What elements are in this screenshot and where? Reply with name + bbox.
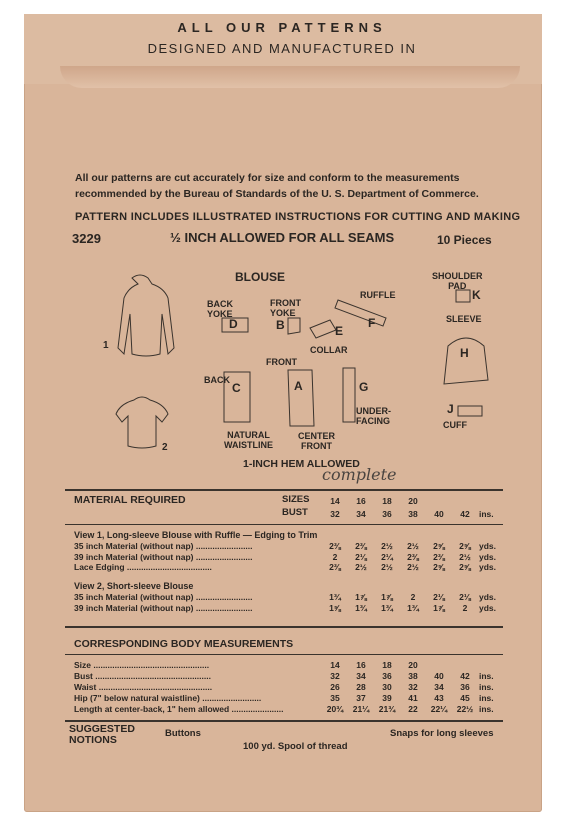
unit-cell: yds. [479, 602, 497, 613]
value-cell: 22½ [456, 704, 474, 714]
value-cell: 1¾ [407, 602, 419, 613]
value-cell: 26 [330, 682, 340, 692]
hem-note: 1-INCH HEM ALLOWED [243, 458, 360, 470]
value-cell: 20 [408, 660, 418, 670]
value-cell: 2 [332, 551, 338, 562]
diagram-title: BLOUSE [235, 270, 286, 284]
value-cell: 2½ [407, 541, 419, 551]
view2-title-text: View 2, Short-sleeve Blouse [74, 581, 194, 591]
header-line-2: DESIGNED AND MANUFACTURED IN [147, 41, 417, 56]
row-label: 35 inch Material (without nap) ........................ [74, 592, 253, 602]
value-cell: 2⅝ [459, 541, 471, 551]
body-heading: CORRESPONDING BODY MEASUREMENTS [74, 638, 294, 650]
shoulder-pad-label: SHOULDER PAD [432, 271, 483, 291]
value-cell: 42 [460, 509, 470, 519]
value-cell: 18 [382, 496, 392, 506]
row-label: Bust ................................................. [74, 671, 211, 681]
value-cell: 32 [330, 671, 340, 681]
value-cell: 2½ [407, 562, 419, 572]
value-cell: 2½ [355, 562, 367, 572]
value-cell: 37 [356, 693, 366, 703]
notions-snaps: Snaps for long sleeves [390, 728, 494, 739]
value-cell: 1¾ [381, 602, 393, 613]
value-cell: 43 [434, 693, 444, 703]
ruffle-piece [335, 300, 386, 330]
row-label: Hip (7" below natural waistline) ......................... [74, 693, 262, 703]
view1-label: 1 [103, 340, 109, 351]
cuff-piece [458, 406, 482, 416]
seam-allowance: ½ INCH ALLOWED FOR ALL SEAMS [170, 230, 395, 245]
row-label: Length at center-back, 1" hem allowed ...................... [74, 704, 284, 714]
pieces-count: 10 Pieces [437, 233, 492, 247]
view1-title-text: View 1, Long-sleeve Blouse with Ruffle — Edging to Trim [74, 530, 318, 540]
center-front-label: CENTER FRONT [298, 431, 336, 451]
unit-cell: ins. [479, 693, 494, 703]
value-cell: 36 [460, 682, 470, 692]
value-cell: 34 [434, 682, 444, 692]
rule-notions-top [65, 720, 503, 722]
unit-cell: yds. [479, 541, 497, 551]
row-label: 39 inch Material (without nap) ........................ [74, 602, 253, 613]
row-label: Size ................................................. [74, 660, 210, 670]
intro-line-2: recommended by the Bureau of Standards of the U. S. Department of Commerce. [75, 188, 479, 200]
unit-cell: ins. [479, 509, 494, 519]
letter-a: A [294, 379, 303, 393]
value-cell: 38 [408, 671, 418, 681]
row-label: 39 inch Material (without nap) ........................ [74, 551, 253, 562]
value-cell: 40 [434, 671, 444, 681]
cuff-label: CUFF [443, 420, 467, 430]
value-cell: 1⅝ [329, 602, 341, 613]
notions-buttons: Buttons [165, 728, 201, 739]
value-cell: 22¼ [430, 704, 448, 714]
letter-h: H [460, 346, 469, 360]
collar-piece [310, 320, 336, 338]
value-cell: 1¾ [355, 602, 367, 613]
value-cell: 2½ [381, 541, 393, 551]
value-cell: 22 [408, 704, 418, 714]
value-cell: 2⅝ [433, 541, 445, 551]
value-cell: 36 [382, 509, 392, 519]
collar-label: COLLAR [310, 345, 348, 355]
value-cell: 2¼ [381, 551, 393, 562]
blouse-view2-figure [116, 397, 168, 448]
value-cell: 1¾ [329, 592, 341, 602]
natural-waistline-label: NATURAL WAISTLINE [224, 430, 273, 450]
shoulder-pad-piece [456, 290, 470, 302]
value-cell: 16 [356, 496, 366, 506]
value-cell: 20¾ [326, 704, 344, 714]
notions-label: SUGGESTED NOTIONS [69, 723, 135, 746]
notions-thread: 100 yd. Spool of thread [243, 741, 348, 752]
value-cell: 2⅜ [433, 551, 445, 562]
value-cell: 18 [382, 660, 392, 670]
underfacing-label: UNDER- FACING [356, 406, 391, 426]
value-cell: 32 [330, 509, 340, 519]
value-cell: 2½ [381, 562, 393, 572]
letter-g: G [359, 380, 369, 394]
value-cell: 28 [356, 682, 366, 692]
row-label: 35 inch Material (without nap) ........................ [74, 541, 253, 551]
front-label: FRONT [266, 357, 297, 367]
unit-cell: ins. [479, 682, 494, 692]
value-cell: 32 [408, 682, 418, 692]
unit-cell: ins. [479, 704, 494, 714]
sleeve-piece [444, 338, 488, 384]
blouse-view1-figure [118, 275, 174, 356]
rule-body-mid [65, 654, 503, 655]
value-cell: 2 [410, 592, 416, 602]
value-cell: 1⅞ [355, 592, 367, 602]
value-cell: 2½ [459, 551, 471, 562]
value-cell: 39 [382, 693, 392, 703]
letter-c: C [232, 381, 241, 395]
value-cell: 2 [462, 602, 468, 613]
rule-material-top [65, 489, 503, 491]
intro-line-1: All our patterns are cut accurately for size and conform to the measurements [75, 172, 460, 184]
value-cell: 16 [356, 660, 366, 670]
front-yoke-label: FRONT YOKE [270, 298, 301, 318]
material-heading: MATERIAL REQUIRED [74, 494, 186, 506]
value-cell: 2⅜ [355, 541, 367, 551]
value-cell: 38 [408, 509, 418, 519]
value-cell: 21¼ [352, 704, 370, 714]
value-cell: 14 [330, 496, 340, 506]
letter-d: D [229, 317, 238, 331]
sleeve-label: SLEEVE [446, 314, 482, 324]
value-cell: 36 [382, 671, 392, 681]
header-line-1: ALL OUR PATTERNS [177, 20, 387, 35]
rule-body-top [65, 626, 503, 628]
sizes-label: SIZES [282, 494, 310, 505]
value-cell: 2⅜ [407, 551, 419, 562]
front-yoke-piece [288, 318, 300, 334]
includes-line: PATTERN INCLUDES ILLUSTRATED INSTRUCTIONS FOR CUTTING AND MAKING [75, 211, 521, 223]
unit-cell: yds. [479, 562, 497, 572]
handwritten-note: complete [322, 465, 397, 484]
value-cell: 45 [460, 693, 470, 703]
letter-f: F [368, 316, 376, 330]
value-cell: 14 [330, 660, 340, 670]
value-cell: 20 [408, 496, 418, 506]
value-cell: 2⅝ [459, 562, 471, 572]
back-yoke-label: BACK YOKE [207, 299, 233, 319]
row-label: Lace Edging .................................... [74, 562, 212, 572]
value-cell: 41 [408, 693, 418, 703]
letter-e: E [335, 324, 344, 338]
pattern-number: 3229 [72, 231, 101, 246]
value-cell: 21¾ [378, 704, 396, 714]
value-cell: 34 [356, 509, 366, 519]
value-cell: 34 [356, 671, 366, 681]
back-label: BACK [204, 375, 230, 385]
value-cell: 42 [460, 671, 470, 681]
value-cell: 2⅛ [433, 592, 445, 602]
value-cell: 2⅜ [329, 541, 341, 551]
value-cell: 40 [434, 509, 444, 519]
value-cell: 30 [382, 682, 392, 692]
view2-label: 2 [162, 442, 168, 453]
row-label: Waist ................................................ [74, 682, 213, 692]
value-cell: 35 [330, 693, 340, 703]
letter-j: J [447, 402, 454, 416]
underfacing-piece [343, 368, 355, 422]
bust-label: BUST [282, 507, 308, 518]
value-cell: 2⅛ [459, 592, 471, 602]
value-cell: 1⅞ [381, 592, 393, 602]
value-cell: 2⅜ [329, 562, 341, 572]
unit-cell: yds. [479, 592, 497, 602]
letter-b: B [276, 318, 285, 332]
rule-material-mid [65, 524, 503, 525]
unit-cell: ins. [479, 671, 494, 681]
unit-cell: yds. [479, 551, 497, 562]
value-cell: 2⅝ [433, 562, 445, 572]
ruffle-label: RUFFLE [360, 290, 396, 300]
letter-k: K [472, 288, 481, 302]
value-cell: 1⅞ [433, 602, 445, 613]
value-cell: 2⅛ [355, 551, 367, 562]
